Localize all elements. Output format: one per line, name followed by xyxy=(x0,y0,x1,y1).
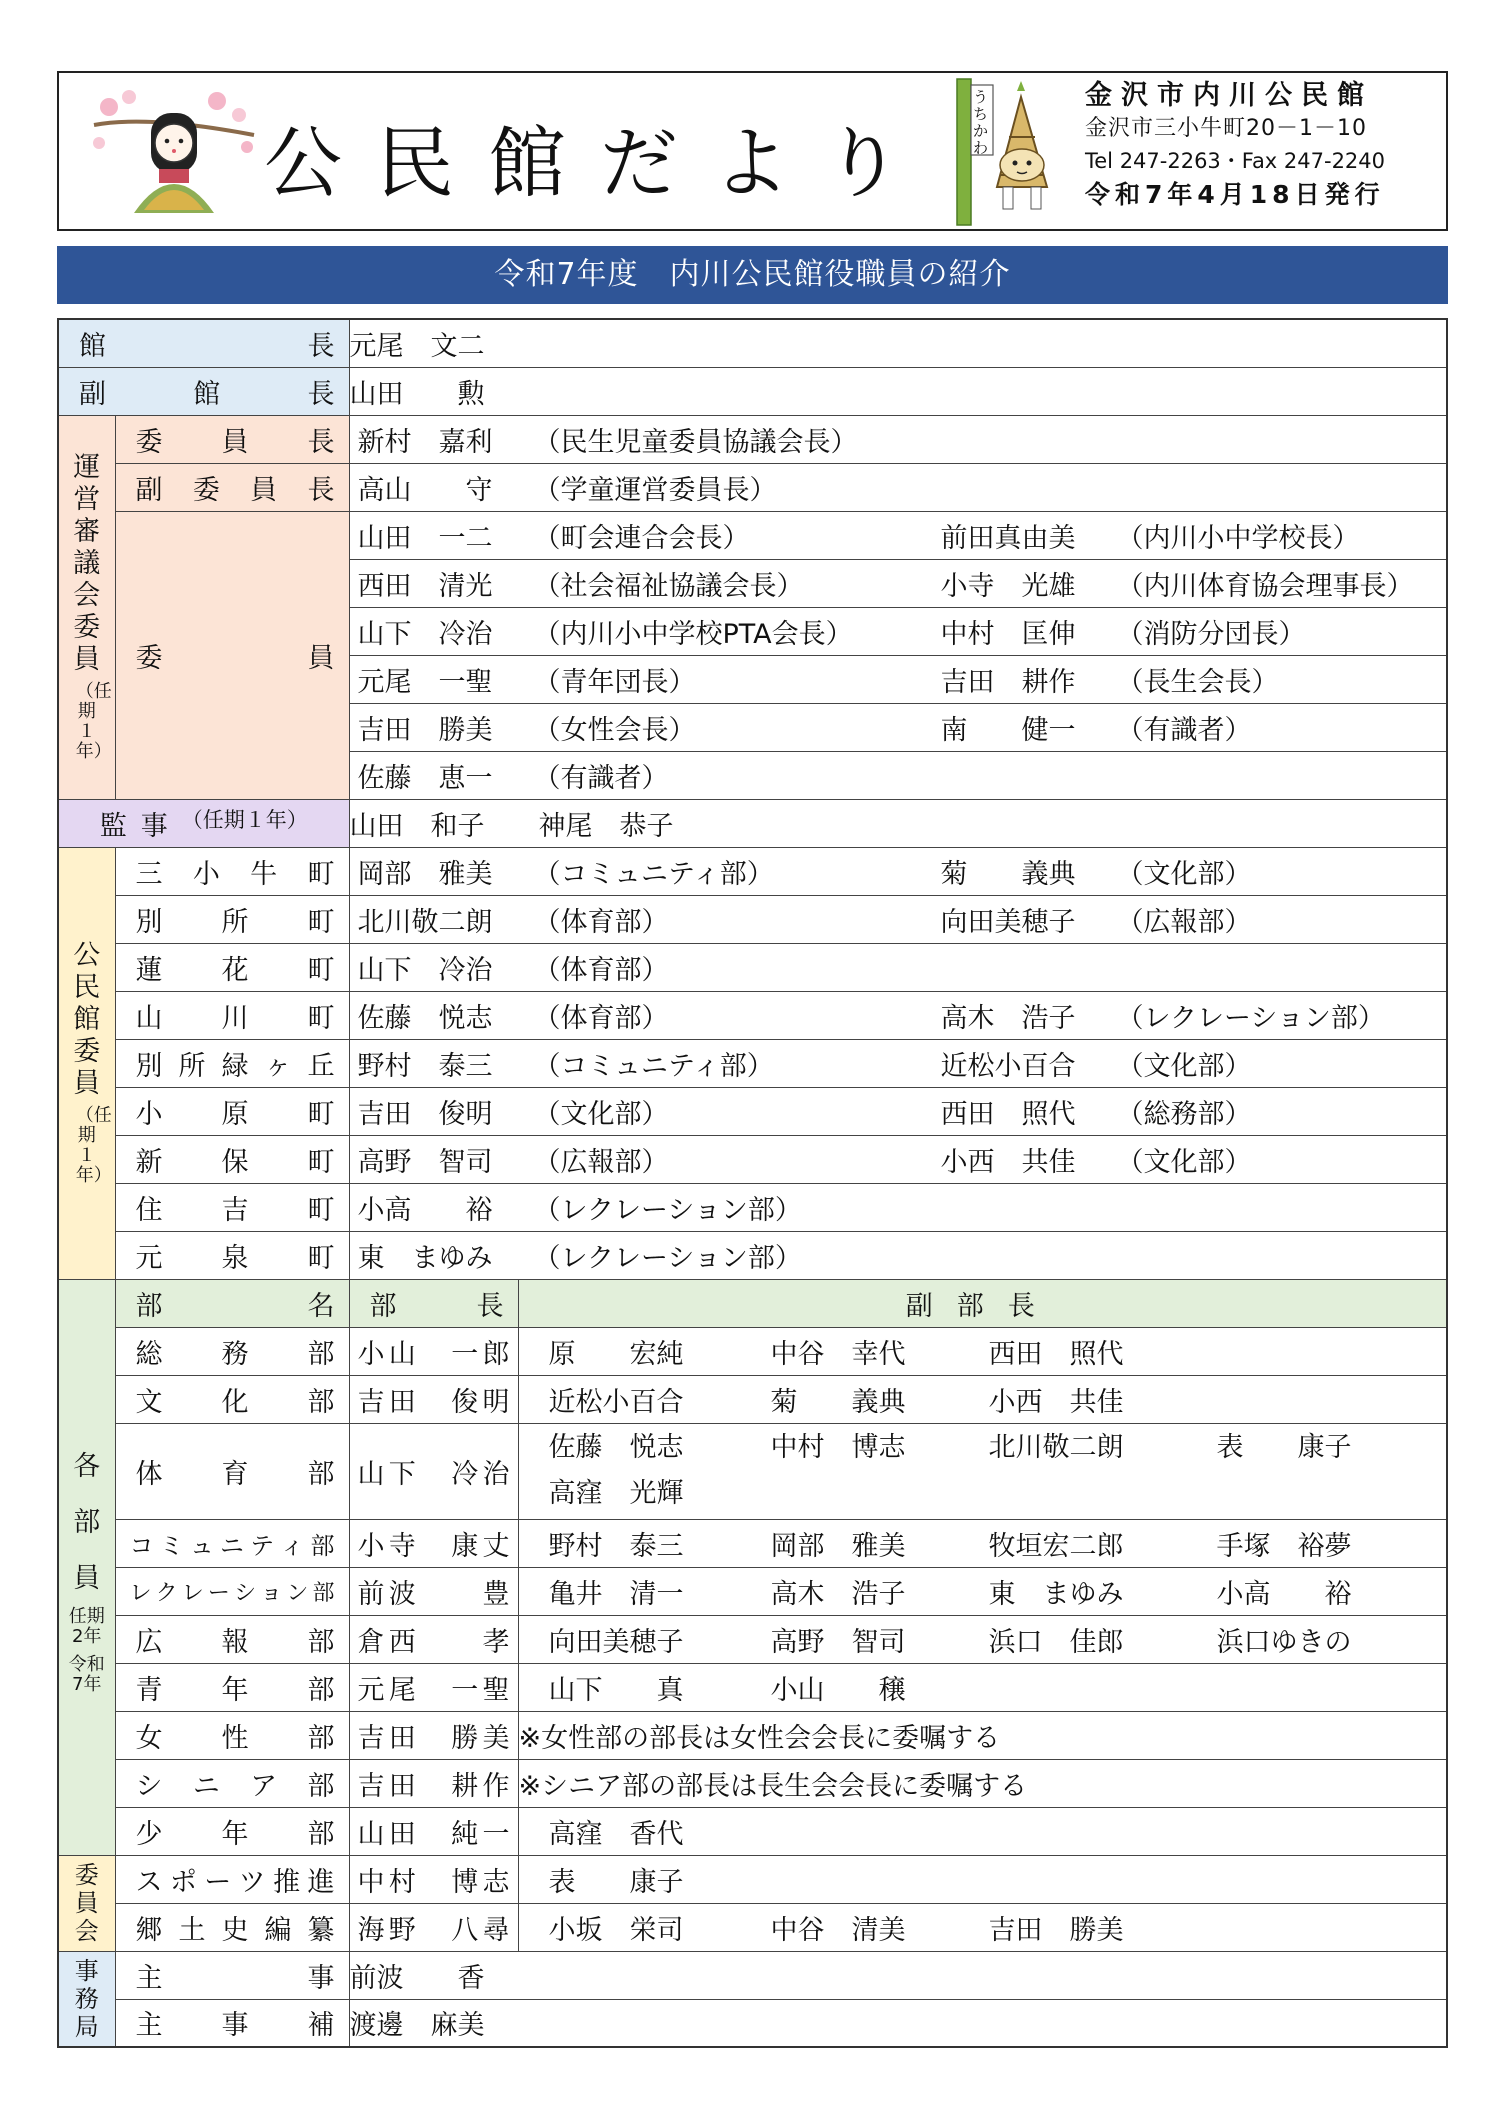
person-cell xyxy=(349,751,1447,799)
group-name: 運営審議会委員 xyxy=(73,452,101,675)
town-label: 別 所 緑 ヶ 丘 xyxy=(135,1050,335,1082)
head-cell xyxy=(349,1663,518,1711)
vice-name: 岡部 雅美 xyxy=(770,1530,906,1562)
head-name: 吉 田 俊 明 xyxy=(357,1386,510,1418)
town-cell xyxy=(115,1183,349,1231)
role-cell xyxy=(58,319,349,367)
person-detail: （広報部） xyxy=(533,1146,669,1178)
column-header-head xyxy=(349,1279,518,1327)
person-name: 高山 守 xyxy=(357,474,493,506)
town-cell xyxy=(115,1231,349,1279)
member-name: 中谷 清美 xyxy=(770,1914,906,1946)
person-name: 佐藤 恵一 xyxy=(357,762,493,794)
vice-cell xyxy=(518,1615,1447,1663)
department-row xyxy=(58,1759,1447,1807)
vice-name: 中村 博志 xyxy=(770,1432,906,1463)
person-cell xyxy=(349,511,1447,559)
dept-note: ※女性部の部長は女性会会長に委嘱する xyxy=(518,1711,1447,1759)
dept-cell xyxy=(115,1663,349,1711)
person-detail: （体育部） xyxy=(533,1002,669,1034)
person-detail: （文化部） xyxy=(533,1098,669,1130)
person-detail: （文化部） xyxy=(1116,1050,1252,1082)
person-name: 中村 匡伸 xyxy=(940,618,1076,650)
person-detail: （内川小中学校長） xyxy=(1116,522,1360,554)
roster-row-town-member xyxy=(58,895,1447,943)
roster-row-council-vice-chair xyxy=(58,463,1447,511)
vice-name: 牧垣宏二郎 xyxy=(988,1530,1124,1562)
roster-row-auditor xyxy=(58,799,1447,847)
vice-name: 北川敬二朗 xyxy=(988,1432,1124,1463)
person-detail: （民生児童委員協議会長） xyxy=(533,426,858,458)
town-label: 元 泉 町 xyxy=(135,1242,335,1274)
roster-row-town-member xyxy=(58,1135,1447,1183)
head-name: 倉 西 孝 xyxy=(357,1626,510,1658)
head-name: 中 村 博 志 xyxy=(357,1866,510,1898)
role-label: 委 員 xyxy=(135,642,335,674)
header-label: 部 名 xyxy=(135,1290,335,1322)
person-cell xyxy=(349,463,1447,511)
person-cell xyxy=(349,559,1447,607)
group-term: （任期１年） xyxy=(75,1105,112,1186)
vice-name: 佐藤 悦志 xyxy=(548,1432,684,1463)
head-cell xyxy=(349,1711,518,1759)
vice-name: 浜口ゆきの xyxy=(1216,1626,1352,1658)
vice-name: 向田美穂子 xyxy=(548,1626,684,1658)
group-term: （任期１年） xyxy=(75,681,112,762)
header-label: 部 長 xyxy=(369,1290,504,1322)
person-name: 近松小百合 xyxy=(940,1050,1076,1082)
dept-note: ※シニア部の部長は長生会会長に委嘱する xyxy=(518,1759,1447,1807)
term-label: 任期 xyxy=(68,1606,105,1627)
vice-name: 西田 照代 xyxy=(988,1338,1124,1370)
person-cell xyxy=(349,1087,1447,1135)
role-cell xyxy=(58,367,349,415)
member-cell xyxy=(518,1903,1447,1951)
office-row xyxy=(58,1999,1447,2047)
name-cell: 渡邊 麻美 xyxy=(349,1999,1447,2047)
committee-row xyxy=(58,1855,1447,1903)
person-cell xyxy=(349,991,1447,1039)
person-name: 東 まゆみ xyxy=(357,1242,493,1274)
person-name: 小寺 光雄 xyxy=(940,570,1076,602)
dept-cell xyxy=(115,1423,349,1519)
head-cell xyxy=(349,1327,518,1375)
department-header-row xyxy=(58,1279,1447,1327)
person-detail: （広報部） xyxy=(1116,906,1252,938)
person-detail: （長生会長） xyxy=(1116,666,1279,698)
role-cell xyxy=(115,415,349,463)
role-label: 館 長 xyxy=(79,330,335,362)
committee-label: ス ポ ー ツ 推 進 xyxy=(135,1866,335,1898)
roster-row-vice-director xyxy=(58,367,1447,415)
publisher-phone: Tel 247-2263・Fax 247-2240 xyxy=(1085,149,1386,173)
person-detail: （体育部） xyxy=(533,906,669,938)
department-row xyxy=(58,1423,1447,1519)
member-name: 吉田 勝美 xyxy=(988,1914,1124,1946)
person-name: 西田 照代 xyxy=(940,1098,1076,1130)
group-label-council xyxy=(58,415,115,799)
role-cell xyxy=(115,511,349,799)
person-cell xyxy=(349,895,1447,943)
person-name: 岡部 雅美 xyxy=(357,858,493,890)
person-detail: （内川小中学校PTA会長） xyxy=(533,618,853,650)
member-name: 表 康子 xyxy=(548,1866,684,1898)
person-detail: （レクレーション部） xyxy=(1116,1002,1385,1034)
newsletter-header xyxy=(57,71,1448,231)
person-name: 小高 裕 xyxy=(357,1194,493,1226)
person-detail: （内川体育協会理事長） xyxy=(1116,570,1414,602)
head-name: 山 田 純 一 xyxy=(357,1818,510,1850)
dept-label: 総 務 部 xyxy=(135,1338,335,1370)
roster-row-town-member xyxy=(58,1183,1447,1231)
group-label-office xyxy=(58,1951,115,2047)
person-name: 南 健一 xyxy=(940,714,1076,746)
person-cell xyxy=(349,607,1447,655)
person-cell xyxy=(349,415,1447,463)
publisher-address: 金沢市三小牛町20－1－10 xyxy=(1085,116,1367,141)
vice-cell xyxy=(518,1423,1447,1519)
head-name: 海 野 八 尋 xyxy=(357,1914,510,1946)
name-cell: 山田 和子 神尾 恭子 xyxy=(349,799,1447,847)
town-label: 小 原 町 xyxy=(135,1098,335,1130)
name-cell: 元尾 文二 xyxy=(349,319,1447,367)
vice-name: 浜口 佳郎 xyxy=(988,1626,1124,1658)
person-name: 吉田 俊明 xyxy=(357,1098,493,1130)
publisher-name: 金沢市内川公民館 xyxy=(1085,80,1373,111)
person-cell xyxy=(349,847,1447,895)
vice-name: 東 まゆみ xyxy=(988,1578,1124,1610)
person-cell xyxy=(349,1231,1447,1279)
committee-cell xyxy=(115,1855,349,1903)
vice-name: 中谷 幸代 xyxy=(770,1338,906,1370)
vice-name: 高窪 光輝 xyxy=(548,1478,684,1509)
person-cell xyxy=(349,1135,1447,1183)
role-cell xyxy=(115,1951,349,1999)
roster-row-town-member xyxy=(58,1231,1447,1279)
vice-name: 菊 義典 xyxy=(770,1386,906,1418)
vice-cell xyxy=(518,1327,1447,1375)
term-start: 7年 xyxy=(72,1674,102,1695)
person-cell xyxy=(349,1039,1447,1087)
person-name: 山下 冷治 xyxy=(357,618,493,650)
town-cell xyxy=(115,895,349,943)
department-row xyxy=(58,1615,1447,1663)
bamboo-shoot-mascot xyxy=(939,77,1069,227)
newsletter-title: 公民館だより xyxy=(264,119,937,209)
vice-name: 近松小百合 xyxy=(548,1386,684,1418)
town-label: 三 小 牛 町 xyxy=(135,858,335,890)
person-cell xyxy=(349,655,1447,703)
dept-label: 広 報 部 xyxy=(135,1626,335,1658)
person-detail: （レクレーション部） xyxy=(533,1194,802,1226)
roster-row-town-member xyxy=(58,943,1447,991)
roster-row-town-member xyxy=(58,1039,1447,1087)
person-name: 吉田 勝美 xyxy=(357,714,493,746)
roster-row-town-member xyxy=(58,1087,1447,1135)
person-detail: （文化部） xyxy=(1116,1146,1252,1178)
dept-label: 青 年 部 xyxy=(135,1674,335,1706)
section-banner: 令和7年度 内川公民館役職員の紹介 xyxy=(57,246,1448,304)
role-label: 主 事 補 xyxy=(135,2010,335,2042)
person-detail: （コミュニティ部） xyxy=(533,1050,774,1082)
group-name: 各部員 xyxy=(73,1451,101,1594)
committee-row xyxy=(58,1903,1447,1951)
person-detail: （文化部） xyxy=(1116,858,1252,890)
member-name: 小坂 栄司 xyxy=(548,1914,684,1946)
role-label: 主 事 xyxy=(135,1962,335,1994)
group-name: 公民館委員 xyxy=(73,940,101,1099)
department-row xyxy=(58,1375,1447,1423)
person-name: 西田 清光 xyxy=(357,570,493,602)
column-header-dept xyxy=(115,1279,349,1327)
vice-name: 高木 浩子 xyxy=(770,1578,906,1610)
vice-cell xyxy=(518,1567,1447,1615)
vice-cell xyxy=(518,1375,1447,1423)
vice-name: 亀井 清一 xyxy=(548,1578,684,1610)
head-name: 小 寺 康 丈 xyxy=(357,1530,510,1562)
person-name: 前田真由美 xyxy=(940,522,1076,554)
role-cell xyxy=(58,799,349,847)
department-row xyxy=(58,1711,1447,1759)
dept-cell xyxy=(115,1759,349,1807)
person-name: 佐藤 悦志 xyxy=(357,1002,493,1034)
role-label: 監事 xyxy=(99,810,182,842)
person-detail: （総務部） xyxy=(1116,1098,1252,1130)
group-label-departments xyxy=(58,1279,115,1855)
town-cell xyxy=(115,1087,349,1135)
person-detail: （町会連合会長） xyxy=(533,522,750,554)
vice-name: 山下 真 xyxy=(548,1674,684,1706)
person-detail: （学童運営委員長） xyxy=(533,474,777,506)
person-name: 小西 共佳 xyxy=(940,1146,1076,1178)
vice-name: 手塚 裕夢 xyxy=(1216,1530,1352,1562)
roster-row-council-chair xyxy=(58,415,1447,463)
town-label: 蓮 花 町 xyxy=(135,954,335,986)
roster-row-town-member xyxy=(58,847,1447,895)
dept-cell xyxy=(115,1327,349,1375)
header-label: 副部長 xyxy=(905,1290,1059,1322)
town-label: 住 吉 町 xyxy=(135,1194,335,1226)
role-cell xyxy=(115,463,349,511)
name-cell: 前波 香 xyxy=(349,1951,1447,1999)
role-label: 委 員 長 xyxy=(135,426,335,458)
head-cell xyxy=(349,1807,518,1855)
person-detail: （レクレーション部） xyxy=(533,1242,802,1274)
town-label: 山 川 町 xyxy=(135,1002,335,1034)
head-name: 前 波 豊 xyxy=(357,1578,510,1610)
column-header-vice xyxy=(518,1279,1447,1327)
vice-name: 小西 共佳 xyxy=(988,1386,1124,1418)
town-label: 新 保 町 xyxy=(135,1146,335,1178)
mascot-sign-text: うちかわ xyxy=(973,88,989,157)
person-cell xyxy=(349,703,1447,751)
person-name: 菊 義典 xyxy=(940,858,1076,890)
head-cell xyxy=(349,1903,518,1951)
vice-name: 高窪 香代 xyxy=(548,1818,684,1850)
term-era: 令和 xyxy=(68,1654,105,1675)
person-detail: （有識者） xyxy=(533,762,669,794)
person-name: 山田 一二 xyxy=(357,522,493,554)
name-cell: 山田 勲 xyxy=(349,367,1447,415)
town-cell xyxy=(115,847,349,895)
person-name: 北川敬二朗 xyxy=(357,906,493,938)
department-row xyxy=(58,1519,1447,1567)
vice-cell xyxy=(518,1663,1447,1711)
role-label: 副 委 員 長 xyxy=(135,474,335,506)
dept-label: シ ニ ア 部 xyxy=(135,1770,335,1802)
head-cell xyxy=(349,1423,518,1519)
head-name: 元 尾 一 聖 xyxy=(357,1674,510,1706)
person-detail: （女性会長） xyxy=(533,714,696,746)
head-name: 小 山 一 郎 xyxy=(357,1338,510,1370)
vice-name: 野村 泰三 xyxy=(548,1530,684,1562)
vice-cell xyxy=(518,1807,1447,1855)
role-label: 副 館 長 xyxy=(79,378,335,410)
group-label-committee xyxy=(58,1855,115,1951)
head-cell xyxy=(349,1615,518,1663)
dept-label: 文 化 部 xyxy=(135,1386,335,1418)
person-name: 吉田 耕作 xyxy=(940,666,1076,698)
roster-row-council-member xyxy=(58,511,1447,559)
roster-row-director xyxy=(58,319,1447,367)
term-years: 2年 xyxy=(72,1626,102,1647)
head-cell xyxy=(349,1567,518,1615)
committee-cell xyxy=(115,1903,349,1951)
group-label-kominkan xyxy=(58,847,115,1279)
role-term: （任期１年） xyxy=(181,807,308,832)
person-cell xyxy=(349,1183,1447,1231)
office-row xyxy=(58,1951,1447,1999)
department-row xyxy=(58,1663,1447,1711)
vice-name: 小山 穣 xyxy=(770,1674,906,1706)
dept-cell xyxy=(115,1375,349,1423)
hina-doll-illustration xyxy=(89,85,259,220)
town-cell xyxy=(115,943,349,991)
dept-label: コ ミ ュ ニ テ ィ 部 xyxy=(129,1531,335,1560)
role-cell xyxy=(115,1999,349,2047)
dept-cell xyxy=(115,1519,349,1567)
dept-cell xyxy=(115,1567,349,1615)
department-row xyxy=(58,1567,1447,1615)
dept-label: 体 育 部 xyxy=(135,1458,335,1490)
person-detail: （体育部） xyxy=(533,954,669,986)
person-detail: （社会福祉協議会長） xyxy=(533,570,804,602)
dept-label: レ ク レ ー シ ョ ン 部 xyxy=(129,1580,335,1606)
person-name: 野村 泰三 xyxy=(357,1050,493,1082)
head-name: 山 下 冷 治 xyxy=(357,1458,510,1490)
vice-cell xyxy=(518,1519,1447,1567)
person-name: 元尾 一聖 xyxy=(357,666,493,698)
person-detail: （青年団長） xyxy=(533,666,696,698)
department-row xyxy=(58,1807,1447,1855)
person-detail: （コミュニティ部） xyxy=(533,858,774,890)
vice-name: 高野 智司 xyxy=(770,1626,906,1658)
head-cell xyxy=(349,1855,518,1903)
head-cell xyxy=(349,1375,518,1423)
person-detail: （有識者） xyxy=(1116,714,1252,746)
head-cell xyxy=(349,1759,518,1807)
person-detail: （消防分団長） xyxy=(1116,618,1306,650)
dept-cell xyxy=(115,1711,349,1759)
person-name: 高木 浩子 xyxy=(940,1002,1076,1034)
head-name: 吉 田 勝 美 xyxy=(357,1722,510,1754)
dept-cell xyxy=(115,1807,349,1855)
town-cell xyxy=(115,1039,349,1087)
town-cell xyxy=(115,1135,349,1183)
person-name: 山下 冷治 xyxy=(357,954,493,986)
staff-roster-table xyxy=(57,318,1448,2048)
head-name: 吉 田 耕 作 xyxy=(357,1770,510,1802)
roster-row-town-member xyxy=(58,991,1447,1039)
town-cell xyxy=(115,991,349,1039)
publish-date: 令和7年4月18日発行 xyxy=(1085,180,1385,209)
group-name: 委員会 xyxy=(74,1861,99,1945)
person-cell xyxy=(349,943,1447,991)
person-name: 向田美穂子 xyxy=(940,906,1076,938)
dept-label: 女 性 部 xyxy=(135,1722,335,1754)
vice-name: 小高 裕 xyxy=(1216,1578,1352,1610)
department-row xyxy=(58,1327,1447,1375)
group-name: 事務局 xyxy=(74,1956,99,2041)
dept-cell xyxy=(115,1615,349,1663)
head-cell xyxy=(349,1519,518,1567)
group-term xyxy=(67,1607,107,1695)
town-label: 別 所 町 xyxy=(135,906,335,938)
person-name: 高野 智司 xyxy=(357,1146,493,1178)
dept-label: 少 年 部 xyxy=(135,1818,335,1850)
member-cell xyxy=(518,1855,1447,1903)
vice-name: 表 康子 xyxy=(1216,1432,1352,1463)
committee-label: 郷 土 史 編 纂 xyxy=(135,1914,335,1946)
publisher-info xyxy=(1085,79,1445,211)
person-name: 新村 嘉利 xyxy=(357,426,493,458)
vice-name: 原 宏純 xyxy=(548,1338,684,1370)
